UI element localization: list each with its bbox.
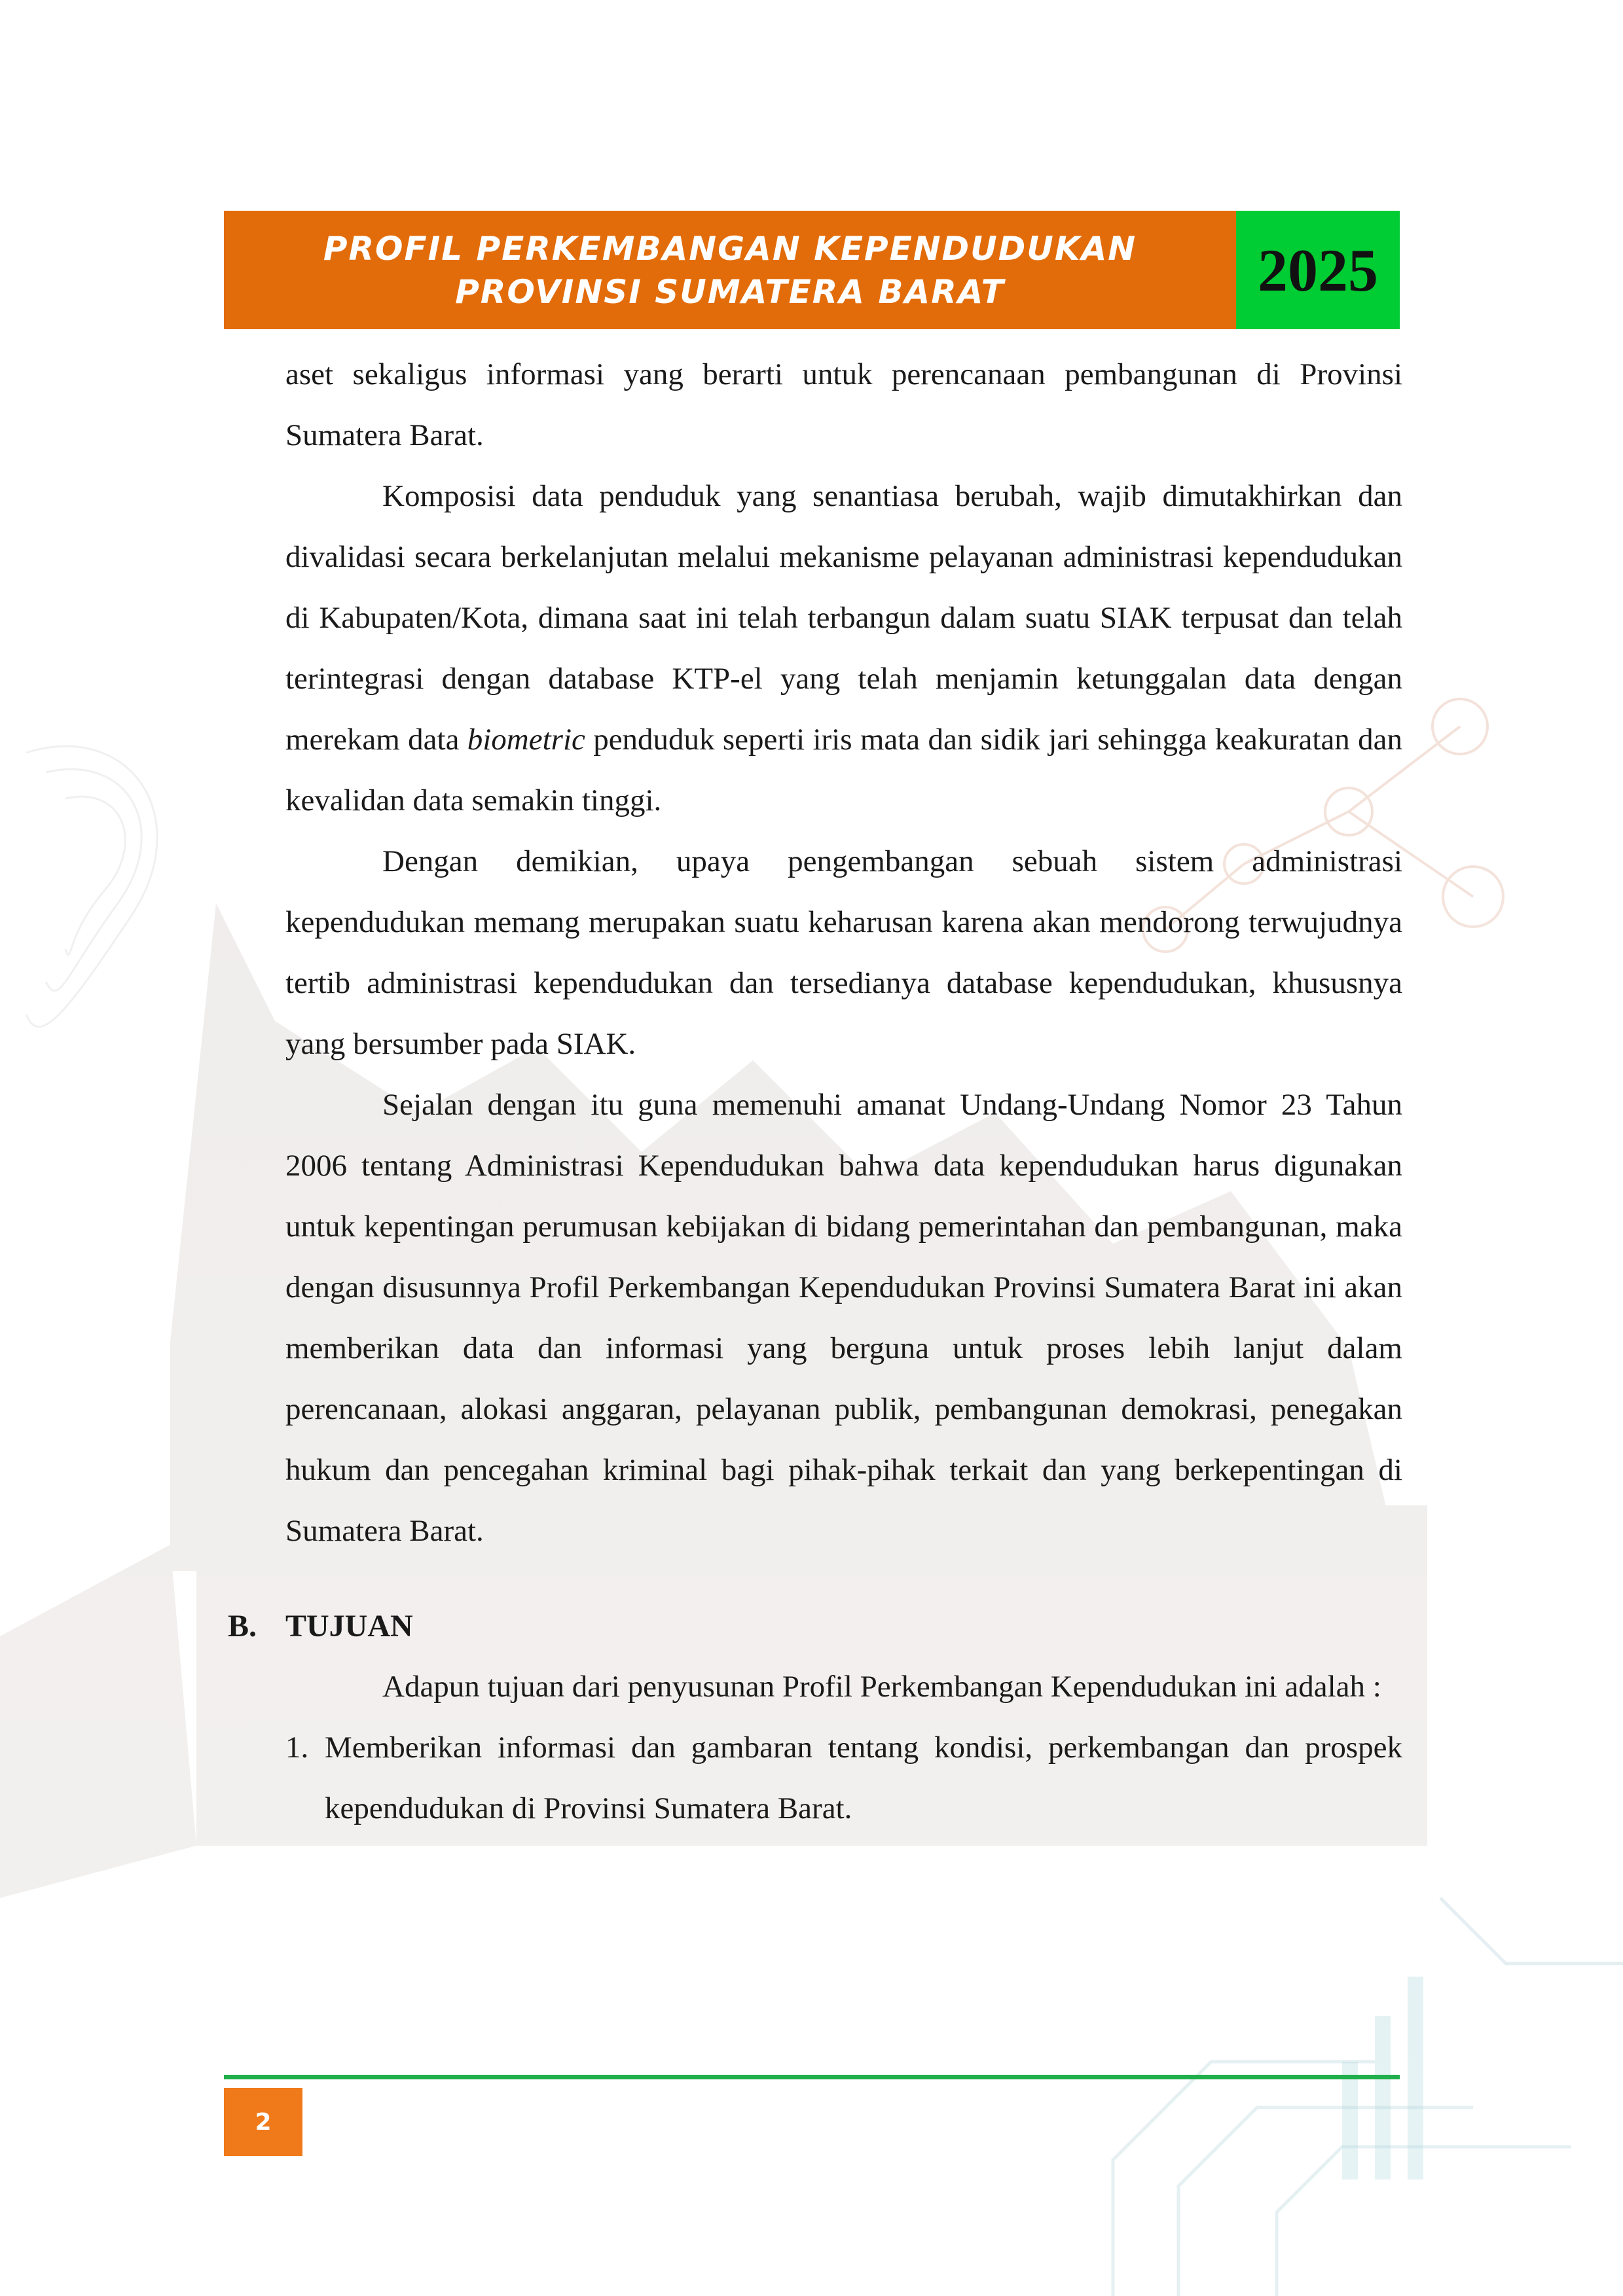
list-item xyxy=(285,1717,1402,1839)
paragraph-2-italic: biometric xyxy=(467,723,585,757)
paragraph-4: Sejalan dengan itu guna memenuhi amanat Undang-Undang Nomor 23 Tahun 2006 tentang Administrasi Kependudukan bahwa data kependudukan harus digunakan untuk kepentingan perumusan kebijakan di bidang pemerintahan dan pembangunan, maka dengan disusunnya Profil Perkembangan Kependudukan Provinsi Sumatera Barat ini akan memberikan data dan informasi yang berguna untuk proses lebih lanjut dalam perencanaan, alokasi anggaran, pelayanan publik, pembangunan demokrasi, penegakan hukum dan pencegahan kriminal bagi pihak-pihak terkait dan yang berkepentingan di Sumatera Barat. xyxy=(285,1088,1402,1548)
page-number: 2 xyxy=(255,2108,272,2136)
header-title-line1: PROFIL PERKEMBANGAN KEPENDUDUKAN xyxy=(323,229,1137,268)
list-item-number: 1. xyxy=(285,1731,309,1765)
section-letter: B. xyxy=(228,1609,257,1643)
footer-divider xyxy=(224,2075,1400,2079)
header-title-line2: PROVINSI SUMATERA BARAT xyxy=(455,272,1005,311)
paragraph-1: aset sekaligus informasi yang berarti untuk perencanaan pembangunan di Provinsi Sumatera Barat. xyxy=(285,357,1402,452)
page-number-badge xyxy=(224,2088,302,2156)
year-badge xyxy=(1236,211,1400,329)
header-banner xyxy=(224,211,1236,329)
body-content xyxy=(228,344,1402,1839)
year-text: 2025 xyxy=(1258,236,1378,304)
section-intro: Adapun tujuan dari penyusunan Profil Perkembangan Kependudukan ini adalah : xyxy=(382,1670,1381,1704)
list-item-text: Memberikan informasi dan gambaran tentang kondisi, perkembangan dan prospek kependudukan di Provinsi Sumatera Barat. xyxy=(325,1731,1402,1825)
section-title: TUJUAN xyxy=(285,1609,413,1643)
paragraph-2-text-b: penduduk seperti iris mata dan sidik jari sehingga keakuratan dan kevalidan data semakin tinggi. xyxy=(285,723,1402,817)
paragraph-2-text-a: Komposisi data penduduk yang senantiasa berubah, wajib dimutakhirkan dan divalidasi secara berkelanjutan melalui mekanisme pelayanan administrasi kependudukan di Kabupaten/Kota, dimana saat ini telah terbangun dalam suatu SIAK terpusat dan telah terintegrasi dengan database KTP-el yang telah menjamin ketunggalan data dengan merekam data xyxy=(285,479,1402,757)
section-heading xyxy=(228,1596,1402,1657)
paragraph-2 xyxy=(285,466,1402,831)
paragraph-3: Dengan demikian, upaya pengembangan sebuah sistem administrasi kependudukan memang merupakan suatu keharusan karena akan mendorong terwujudnya tertib administrasi kependudukan dan tersedianya database kependudukan, khususnya yang bersumber pada SIAK. xyxy=(285,844,1402,1061)
